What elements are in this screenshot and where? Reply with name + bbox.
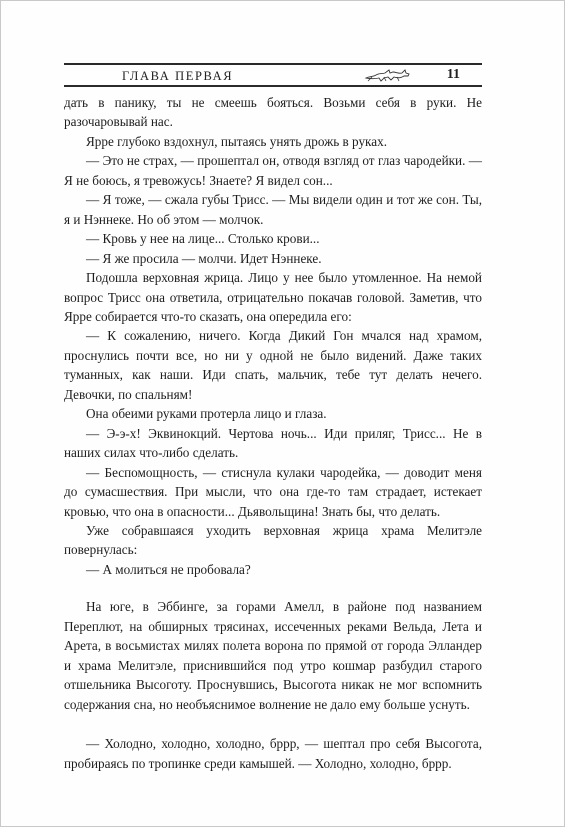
paragraph: — Э-э-х! Эквинокций. Чертова ночь... Иди приляг, Трисс... Не в наших силах что-либо сделать. <box>64 425 482 461</box>
wolf-icon <box>364 65 412 83</box>
paragraph: — К сожалению, ничего. Когда Дикий Гон мчался над храмом, проснулись почти все, но ни у одной не было видений. Даже таких туманных, как наши. Иди спать, мальчик, тебе тут делать нечего. Девочки, по спальням! <box>64 328 482 402</box>
paragraph: На юге, в Эббинге, за горами Амелл, в районе под названием Переплют, на обширных трясинах, иссеченных реками Вельда, Лета и Арета, в восьмистах милях полета ворона по прямой от города Элландер и храма Мелитэле, приснившийся под утро кошмар разбудил старого отшельника Высоготу. Проснувшись, Высогота никак не мог вспомнить содержания сна, но необъяснимое волнение не дало ему больше уснуть. <box>64 599 482 712</box>
paragraph: — Кровь у нее на лице... Столько крови... <box>86 231 320 247</box>
paragraph: — Холодно, холодно, холодно, бррр, — шептал про себя Высогота, пробираясь по тропинке среди камышей. — Холодно, холодно, бррр. <box>64 736 482 771</box>
paragraph: Ярре глубоко вздохнул, пытаясь унять дрожь в руках. <box>86 133 388 149</box>
paragraph: — Это не страх, — прошептал он, отводя взгляд от глаз чародейки. — Я не боюсь, я тревожусь! Знаете? Я видел сон... <box>64 153 482 188</box>
header-rule-top <box>64 63 482 65</box>
paragraph: Подошла верховная жрица. Лицо у нее было утомленное. На немой вопрос Трисс она ответила, отрицательно покачав головой. Заметив, что Ярре собирается что-то сказать, она опередила его: <box>64 270 482 324</box>
running-header <box>64 63 482 85</box>
paragraph: — Я тоже, — сжала губы Трисс. — Мы видели один и тот же сон. Ты, я и Нэннеке. Но об этом — молчок. <box>64 192 482 227</box>
paragraph: — А молиться не пробовала? <box>86 561 251 577</box>
paragraph: — Я же просила — молчи. Идет Нэннеке. <box>86 250 322 266</box>
paragraph: дать в панику, ты не смеешь бояться. Возьми себя в руки. Не разочаровывай нас. <box>64 95 482 130</box>
section-break <box>64 579 482 597</box>
page-number: 11 <box>446 67 460 82</box>
header-rule-bottom <box>64 85 482 87</box>
chapter-title: ГЛАВА ПЕРВАЯ <box>122 69 234 83</box>
paragraph: Уже собравшаяся уходить верховная жрица храма Мелитэле повернулась: <box>64 522 482 558</box>
body-text <box>64 93 482 773</box>
section-break <box>64 714 482 734</box>
paragraph: — Беспомощность, — стиснула кулаки чародейка, — доводит меня до сумасшествия. При мысли, что она где-то там страдает, истекает кровью, что она в опасности... Дьявольщина! Знать бы, что делать. <box>64 464 482 519</box>
paragraph: Она обеими руками протерла лицо и глаза. <box>86 406 327 422</box>
